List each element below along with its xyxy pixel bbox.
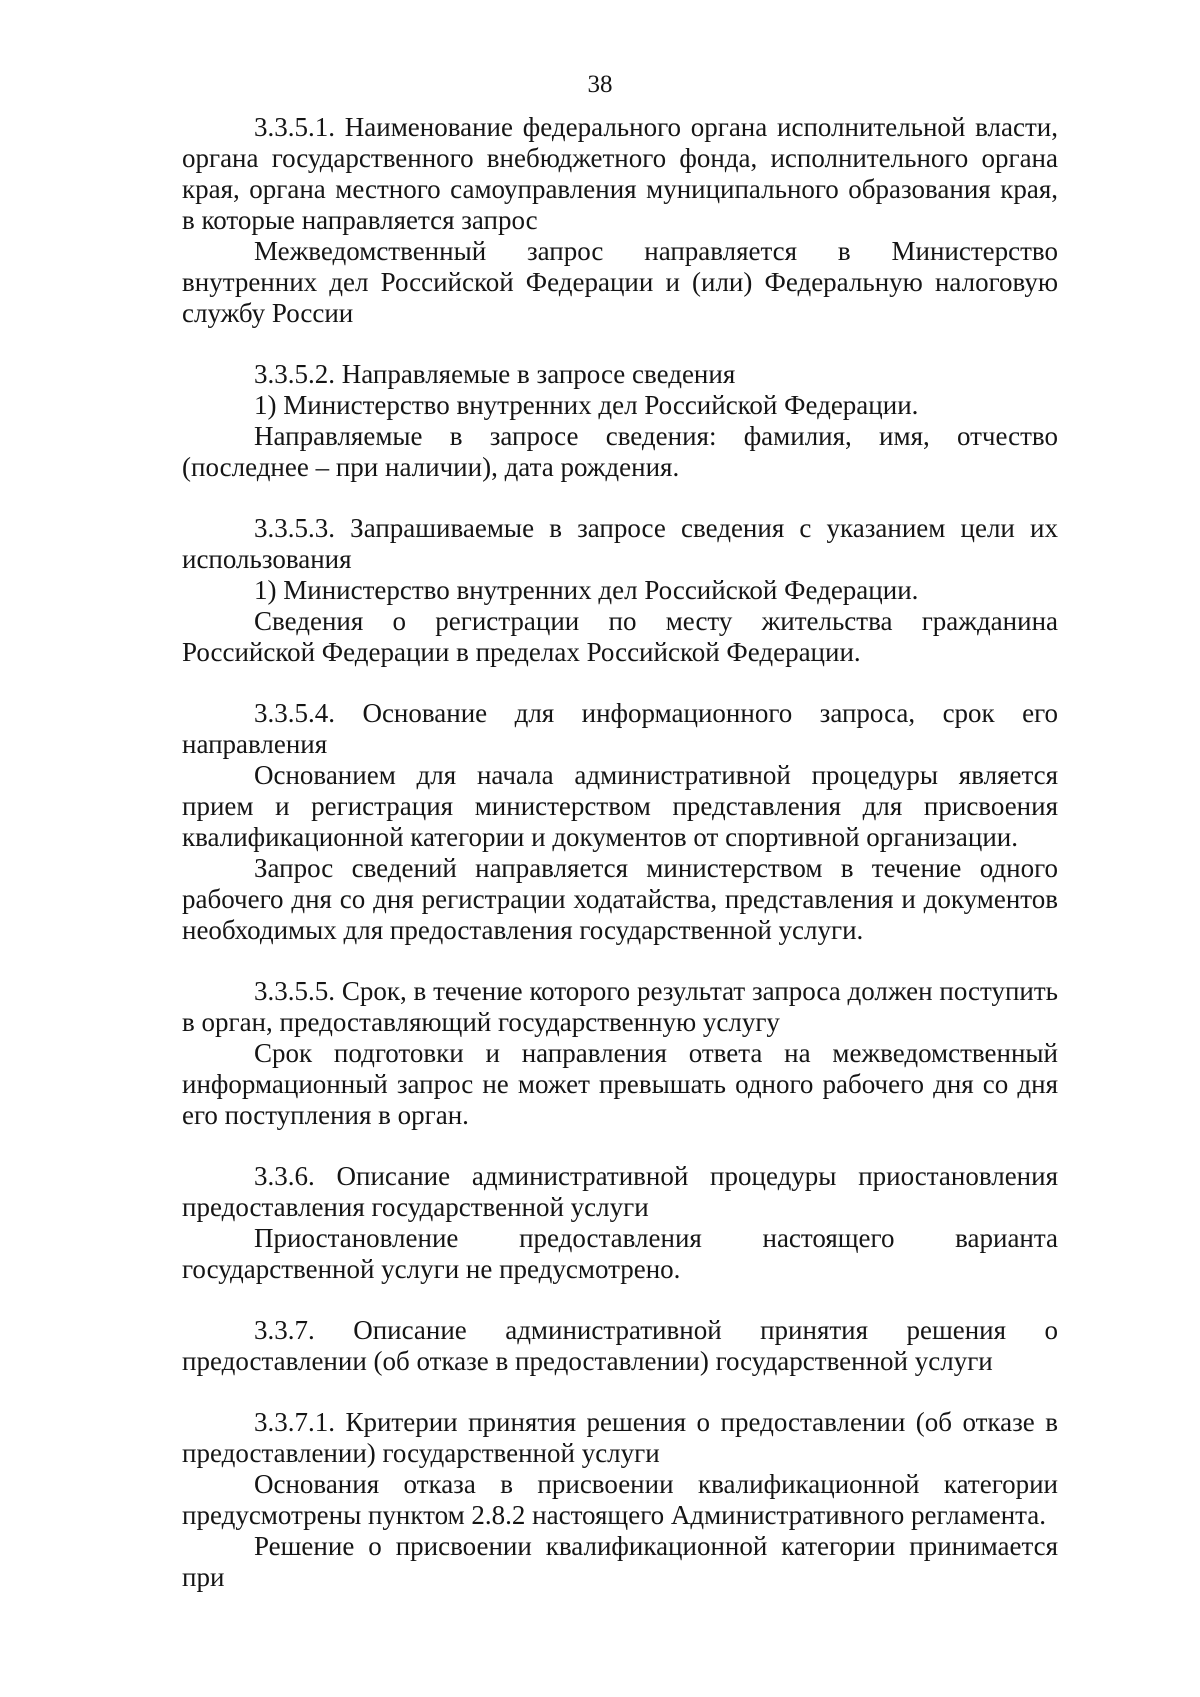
paragraph-gap [182,1131,1058,1161]
paragraph-response-term: Срок подготовки и направления ответа на межведомственный информационный запрос не может превышать одного рабочего дня со дня его поступления в орган. [182,1038,1058,1130]
paragraph-3-3-5-3-heading: 3.3.5.3. Запрашиваемые в запросе сведения с указанием цели их использования [182,513,1058,574]
paragraph-gap [182,483,1058,513]
paragraph-gap [182,1285,1058,1315]
paragraph-3-3-6-heading: 3.3.6. Описание административной процедуры приостановления предоставления государственной услуги [182,1161,1058,1222]
paragraph-3-3-7-1-heading: 3.3.7.1. Критерии принятия решения о предоставлении (об отказе в предоставлении) государственной услуги [182,1407,1058,1468]
paragraph-3-3-5-5-heading: 3.3.5.5. Срок, в течение которого результат запроса должен поступить в орган, предоставляющий государственную услугу [182,976,1058,1037]
paragraph-3-3-5-4-heading: 3.3.5.4. Основание для информационного запроса, срок его направления [182,698,1058,759]
paragraph-3-3-7-heading: 3.3.7. Описание административной принятия решения о предоставлении (об отказе в предоставлении) государственной услуги [182,1315,1058,1376]
paragraph-gap [182,329,1058,359]
document-body [182,112,1058,1593]
paragraph-3-3-5-1-heading: 3.3.5.1. Наименование федерального органа исполнительной власти, органа государственного внебюджетного фонда, исполнительного органа края, органа местного самоуправления муниципального образования края, в которые направляется запрос [182,112,1058,235]
paragraph-procedure-basis: Основанием для начала административной процедуры является прием и регистрация министерством представления для присвоения квалификационной категории и документов от спортивной организации. [182,760,1058,852]
paragraph-ministry-item: 1) Министерство внутренних дел Российской Федерации. [254,390,919,420]
paragraph-gap [182,946,1058,976]
paragraph-ministry-item: 1) Министерство внутренних дел Российской Федерации. [254,575,919,605]
paragraph-sent-data: Направляемые в запросе сведения: фамилия, имя, отчество (последнее – при наличии), дата рождения. [182,421,1058,482]
paragraph-3-3-5-2-heading: 3.3.5.2. Направляемые в запросе сведения [254,359,736,389]
paragraph-decision-start: Решение о присвоении квалификационной категории принимается при [182,1531,1058,1592]
page-number: 38 [587,71,613,98]
paragraph-gap [182,1377,1058,1407]
paragraph-refusal-grounds: Основания отказа в присвоении квалификационной категории предусмотрены пунктом 2.8.2 настоящего Административного регламента. [182,1469,1058,1530]
paragraph-gap [182,668,1058,698]
paragraph-registration-data: Сведения о регистрации по месту жительства гражданина Российской Федерации в пределах Российской Федерации. [182,606,1058,667]
paragraph-suspension-not-provided: Приостановление предоставления настоящего варианта государственной услуги не предусмотрено. [182,1223,1058,1284]
paragraph-interagency-request-recipient: Межведомственный запрос направляется в Министерство внутренних дел Российской Федерации и (или) Федеральную налоговую службу России [182,236,1058,328]
paragraph-request-term: Запрос сведений направляется министерством в течение одного рабочего дня со дня регистрации ходатайства, представления и документов необходимых для предоставления государственной услуги. [182,853,1058,945]
